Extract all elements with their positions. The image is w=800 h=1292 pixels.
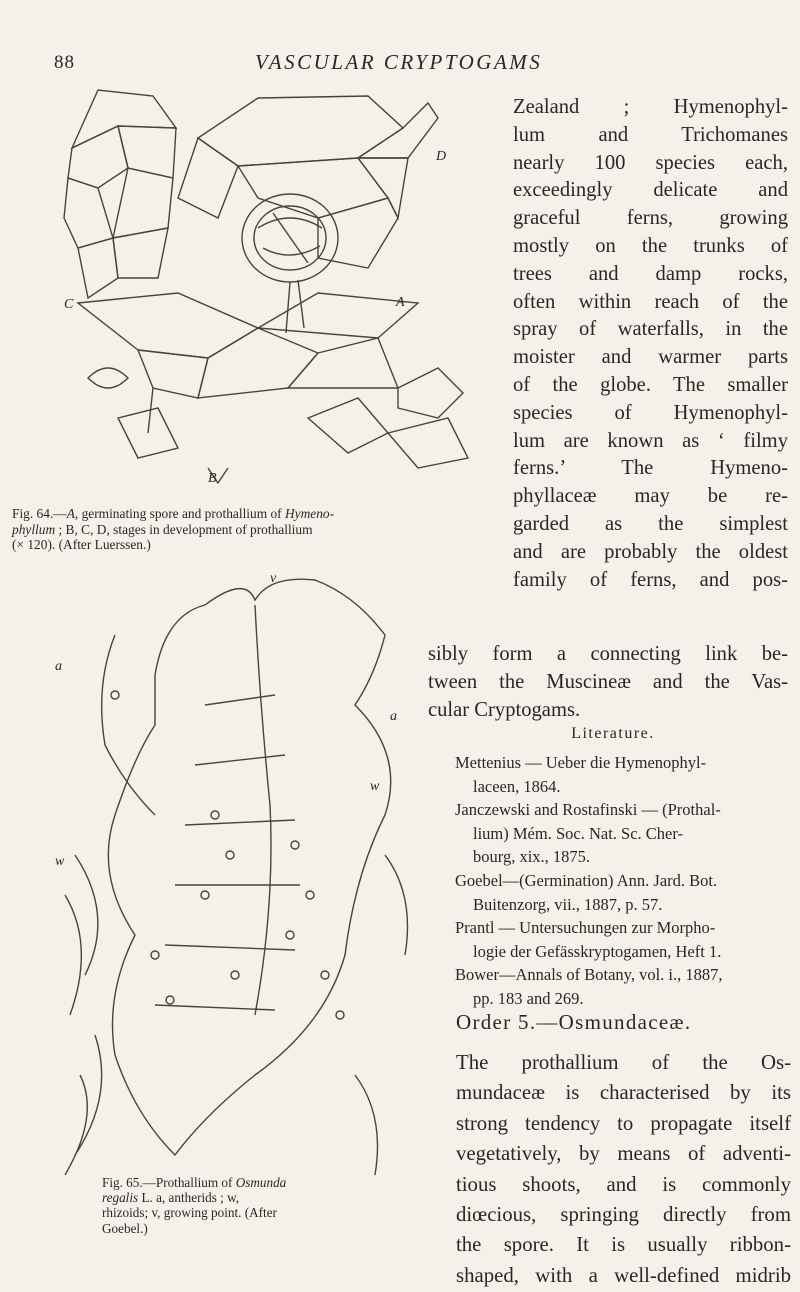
fig64-prothallium-c [64, 90, 176, 298]
body-line: the spore. It is usually ribbon- [456, 1233, 791, 1257]
fig65-label-a-right: a [390, 709, 397, 724]
body-line: tious shoots, and is commonly [456, 1172, 791, 1196]
entry-line: Goebel—(Germination) Ann. Jard. Bot. [455, 870, 718, 890]
body-line: phyllaceæ may be re- [513, 485, 788, 508]
body-line: garded as the simplest [513, 512, 788, 535]
fig65-label-w-left: w [55, 854, 65, 869]
fig64-spore-a [242, 194, 338, 333]
figure-65-caption [102, 1175, 300, 1236]
fig64-label-a: A [396, 295, 405, 310]
figure-64-caption [12, 506, 452, 553]
fig64-caption-label-a: A [66, 506, 75, 521]
fig64-caption-line2 [12, 522, 452, 538]
body-line: and are probably the oldest [513, 540, 788, 563]
literature-entry [455, 963, 795, 1010]
entry-line: Bower—Annals of Botany, vol. i., 1887, [455, 965, 723, 985]
body-line: Zealand ; Hymenophyl- [513, 96, 788, 118]
fig64-prothallium-b [78, 293, 468, 483]
body-line: diœcious, springing directly from [456, 1203, 791, 1227]
body-line: species of Hymenophyl- [513, 401, 788, 424]
literature-entry [455, 869, 795, 916]
body-line: trees and damp rocks, [513, 262, 788, 285]
fig65-caption-parts: L. a, antherids ; w, [138, 1190, 240, 1206]
body-line: tween the Muscineæ and the Vas- [428, 670, 788, 693]
literature-entry [455, 751, 795, 798]
literature-list [455, 751, 795, 1011]
entry-line: logie der Gefässkryptogamen, Heft 1. [473, 941, 722, 961]
fig64-prothallium-d [178, 96, 438, 268]
body-line: mundaceæ is characterised by its [456, 1081, 791, 1105]
fig64-caption-genus-end: phyllum [12, 521, 56, 537]
order-heading: Order 5.—Osmundaceæ. [456, 1010, 692, 1034]
fig65-caption-prefix: Fig. 65.—Prothallium of [102, 1175, 236, 1190]
body-line: vegetatively, by means of adventi- [456, 1142, 791, 1166]
body-line: sibly form a connecting link be- [428, 643, 788, 665]
fig65-caption-line4: Goebel.) [102, 1220, 148, 1236]
entry-line: Prantl — Untersuchungen zur Morpho- [455, 918, 716, 938]
fig64-label-b: B [208, 471, 217, 486]
body-line: graceful ferns, growing [513, 207, 788, 230]
literature-heading: Literature. [571, 725, 655, 742]
body-line: family of ferns, and pos- [513, 568, 788, 591]
fig65-label-w: w [370, 779, 380, 794]
fig65-label-v: v [270, 571, 277, 586]
fig64-label-c: C [64, 297, 74, 312]
body-line: nearly 100 species each, [513, 151, 788, 174]
body-line: The prothallium of the Os- [456, 1051, 791, 1074]
fig65-caption-line2 [102, 1190, 300, 1205]
literature-entry [455, 798, 795, 869]
fig64-caption-stages: ; B, C, D, stages in development of prothallium [55, 521, 313, 537]
entry-line: laceen, 1864. [473, 776, 561, 796]
entry-line: Buitenzorg, vii., 1887, p. 57. [473, 894, 663, 914]
order-body-text [456, 1048, 791, 1291]
body-text-right-column [513, 94, 788, 594]
page-number: 88 [54, 52, 75, 73]
body-text-wide [428, 641, 788, 724]
fig65-caption-species: regalis [102, 1190, 139, 1206]
fig65-label-a-left: a [55, 659, 62, 674]
fig64-caption-line3: (× 120). (After Luerssen.) [12, 537, 151, 553]
fig64-caption-desc: , germinating spore and prothallium of [74, 506, 285, 521]
entry-line: pp. 183 and 269. [473, 988, 584, 1008]
entry-line: bourg, xix., 1875. [473, 847, 591, 867]
body-line: of the globe. The smaller [513, 373, 788, 396]
fig65-prothallium-lobes [102, 579, 391, 1155]
fig65-caption-line3: rhizoids; v, growing point. (After [102, 1205, 277, 1221]
running-title: VASCULAR CRYPTOGAMS [255, 50, 543, 74]
figure-64-illustration [58, 88, 478, 498]
body-line: exceedingly delicate and [513, 179, 788, 202]
fig64-caption-genus: Hymeno- [285, 506, 335, 521]
body-line: ferns.’ The Hymeno- [513, 457, 788, 480]
body-line: spray of waterfalls, in the [513, 318, 788, 341]
entry-line: lium) Mém. Soc. Nat. Sc. Cher- [473, 823, 684, 843]
fig64-label-d: D [436, 149, 447, 164]
fig65-caption-line1 [102, 1175, 300, 1190]
fig64-caption-prefix: Fig. 64.— [12, 506, 67, 521]
entry-line: Mettenius — Ueber die Hymenophyl- [455, 753, 707, 772]
body-line: shaped, with a well-defined midrib [456, 1263, 791, 1287]
figure-65-illustration [55, 555, 435, 1195]
body-line: mostly on the trunks of [513, 234, 788, 257]
literature-entry [455, 916, 795, 963]
fig64-caption-line1 [12, 506, 452, 522]
body-line: lum are known as ‘ filmy [513, 429, 788, 452]
body-line: moister and warmer parts [513, 346, 788, 369]
entry-line: Janczewski and Rostafinski — (Prothal- [455, 800, 721, 820]
fig65-caption-genus: Osmunda [235, 1175, 287, 1190]
body-line: strong tendency to propagate itself [456, 1111, 791, 1135]
body-line: lum and Trichomanes [513, 123, 788, 146]
fig65-rhizoids [65, 855, 408, 1175]
body-line: cular Cryptogams. [428, 698, 581, 721]
body-line: often within reach of the [513, 290, 788, 313]
